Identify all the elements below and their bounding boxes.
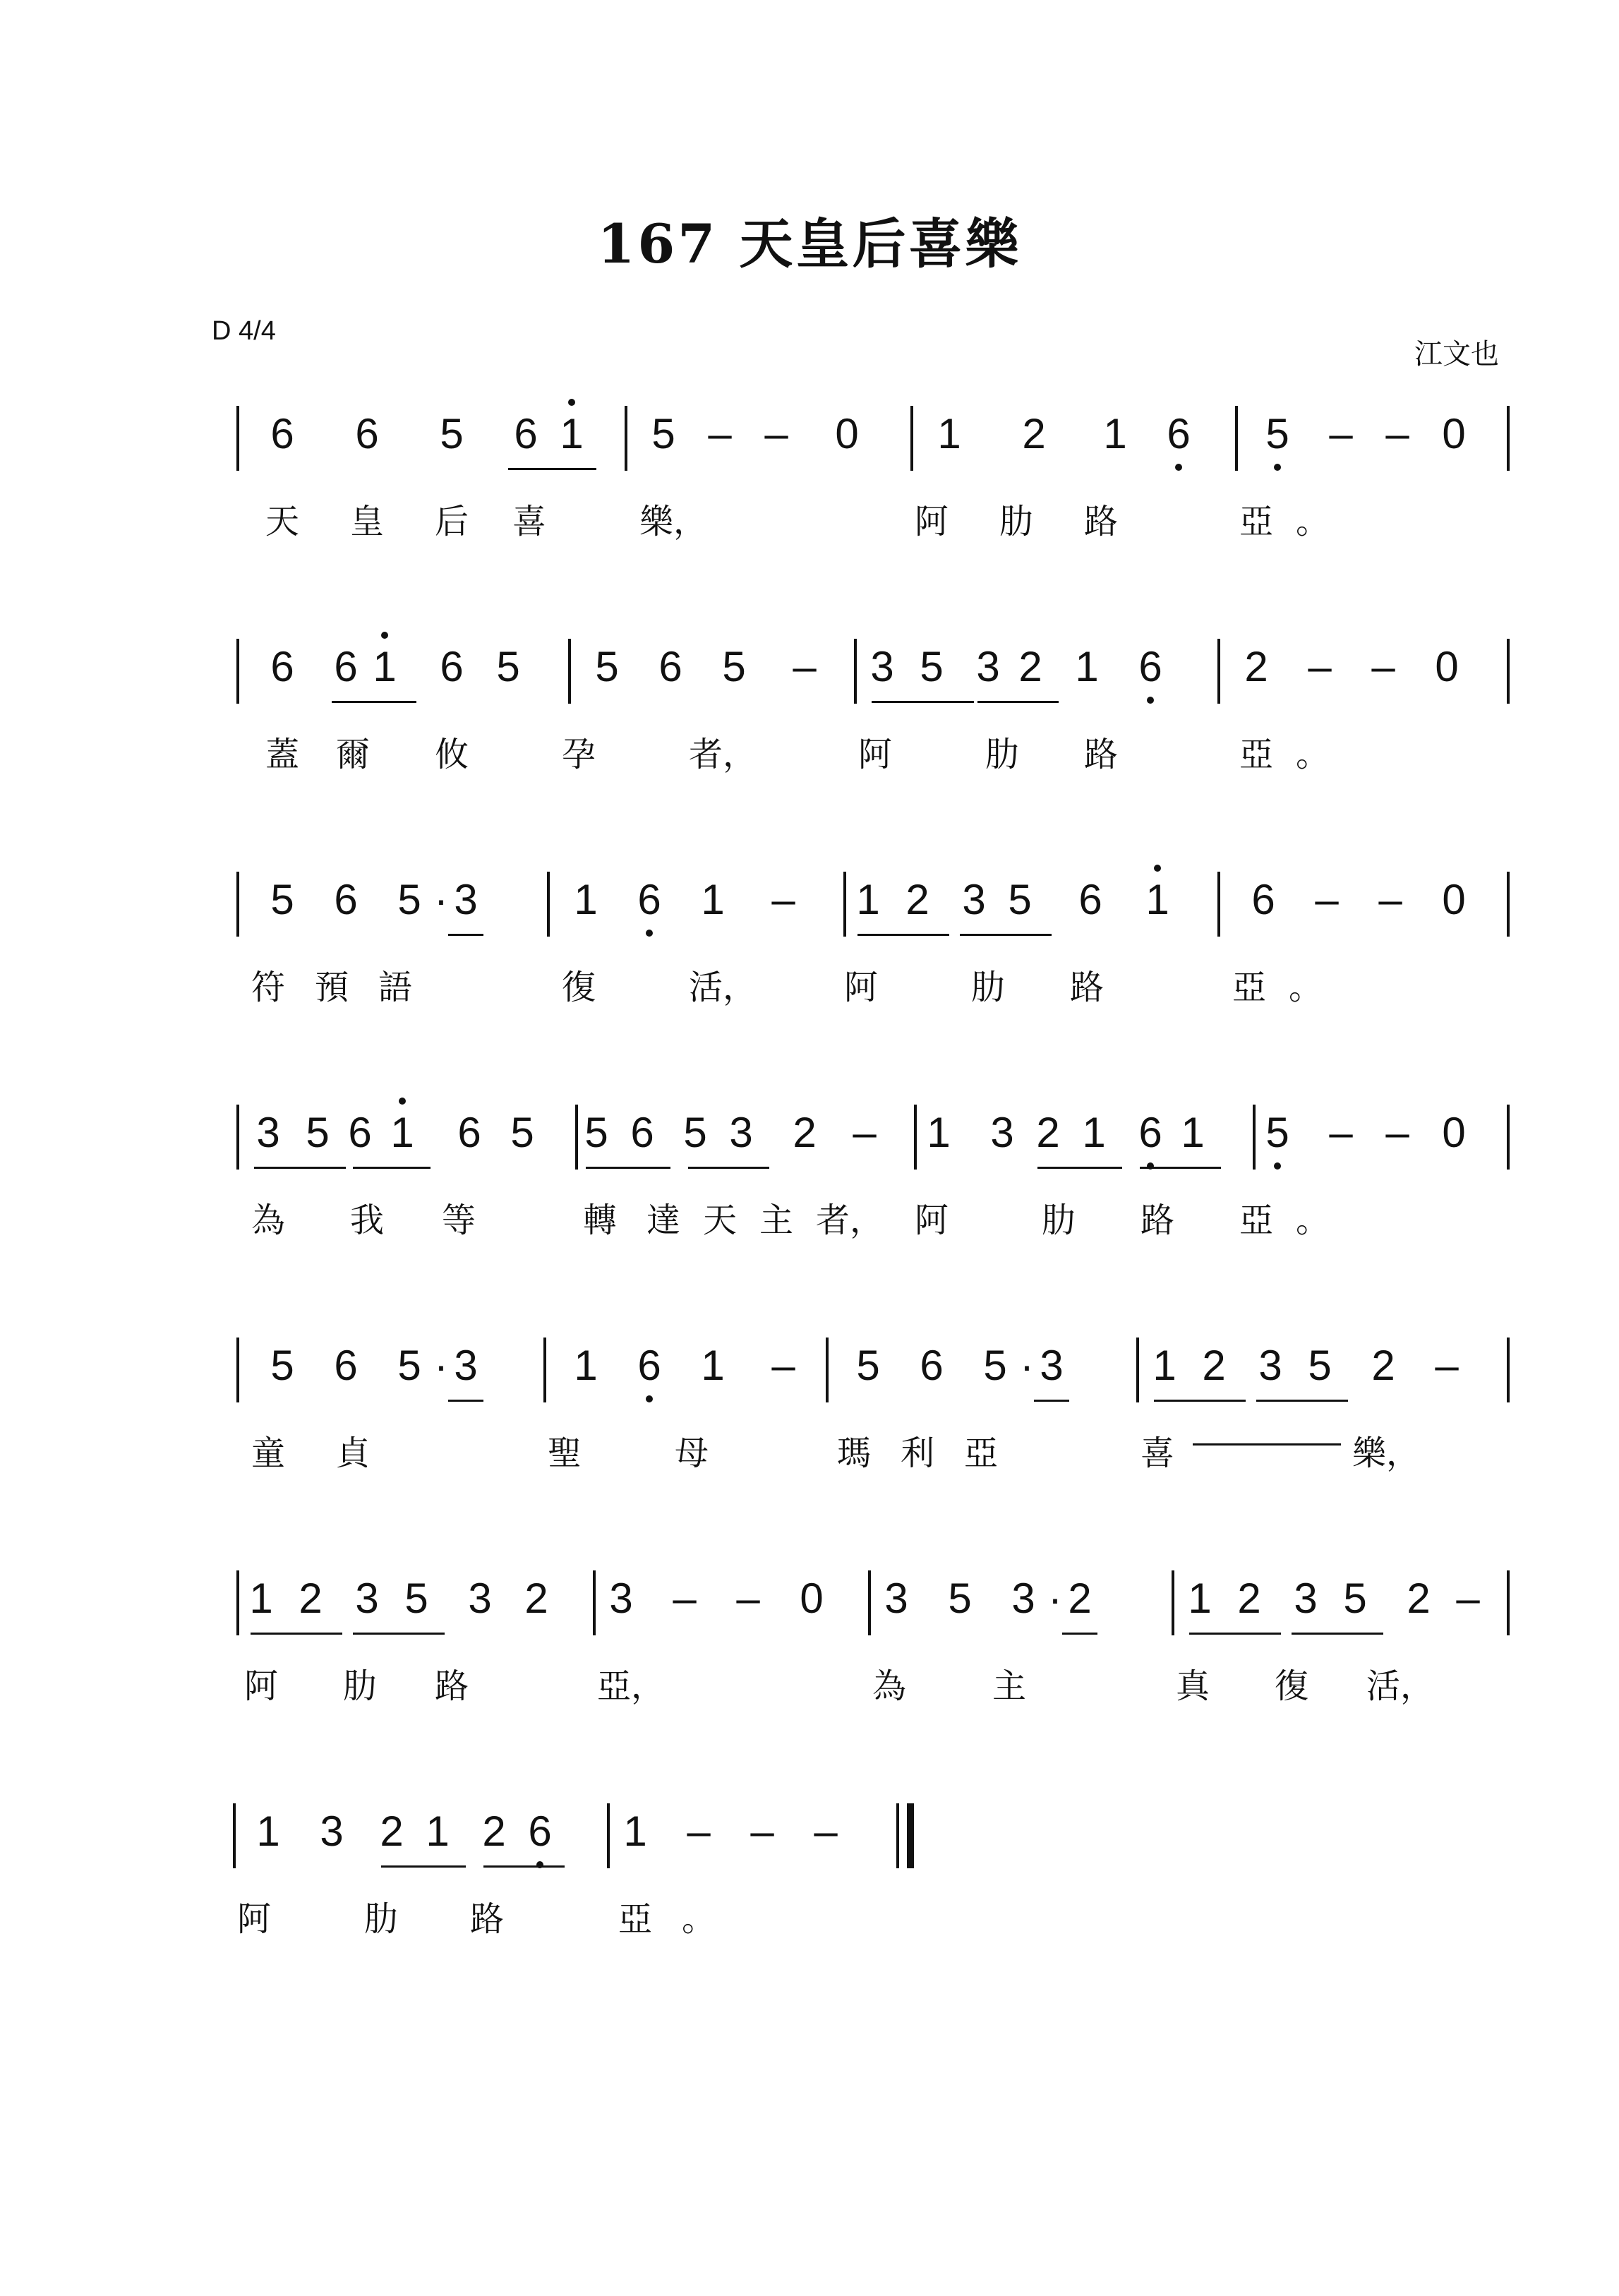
lyric-syllable: 童	[251, 1434, 286, 1473]
lyric-syllable: 。	[1289, 968, 1323, 1007]
note: 5	[651, 410, 675, 457]
note: 5	[404, 1575, 428, 1622]
dot-duration: ·	[434, 876, 448, 923]
lyric-syllable: 阿	[915, 502, 949, 541]
note: 3	[1040, 1342, 1064, 1389]
barline	[547, 872, 550, 937]
note: 5	[595, 643, 619, 690]
barline	[236, 639, 239, 704]
lyric-syllable: 亞，	[597, 1666, 666, 1706]
note: 5	[270, 1342, 294, 1389]
lyric-syllable: 阿	[844, 968, 879, 1007]
dash-note: –	[1385, 410, 1409, 457]
lyric-syllable: 喜	[512, 502, 547, 541]
barline	[868, 1570, 871, 1635]
lyric-syllable: 蓋	[265, 735, 300, 774]
barline	[910, 406, 913, 471]
lyric-syllable: 皇	[350, 502, 385, 541]
beam-underline	[586, 1167, 670, 1169]
note: 6	[334, 876, 358, 923]
dash-note: –	[771, 1342, 795, 1389]
note: 3	[609, 1575, 633, 1622]
note: 6	[1138, 1109, 1162, 1156]
note: 6	[528, 1808, 552, 1855]
note: 2	[1237, 1575, 1261, 1622]
note: 1	[1075, 643, 1099, 690]
eighth-underline	[1034, 1400, 1069, 1402]
beam-underline	[251, 1633, 342, 1635]
beam-underline	[1292, 1633, 1383, 1635]
dash-note: –	[1385, 1109, 1409, 1156]
dash-note: –	[1329, 410, 1353, 457]
note: 3	[976, 643, 1000, 690]
rest-note: 0	[800, 1575, 824, 1622]
note: 2	[793, 1109, 817, 1156]
dash-note: –	[793, 643, 817, 690]
lyric-syllable: 肋	[971, 968, 1006, 1007]
barline	[1507, 1570, 1510, 1635]
lyric-syllable: 符	[251, 968, 286, 1007]
note: 1	[390, 1109, 414, 1156]
rest-note: 0	[1442, 410, 1466, 457]
lyric-syllable: 樂，	[1352, 1434, 1421, 1473]
note: 5	[397, 876, 421, 923]
note: 6	[514, 410, 538, 457]
lower-octave-dot	[1274, 1162, 1281, 1170]
lower-octave-dot	[646, 930, 653, 937]
lyric-syllable: 復	[1275, 1666, 1309, 1706]
note: 2	[1022, 410, 1046, 457]
note: 5	[683, 1109, 707, 1156]
lyric-syllable: 。	[682, 1899, 716, 1939]
barline	[593, 1570, 596, 1635]
lyric-syllable: 貞	[336, 1434, 371, 1473]
barline	[1217, 639, 1220, 704]
lyric-syllable: 等	[442, 1201, 476, 1240]
note: 2	[482, 1808, 506, 1855]
note: 5	[440, 410, 464, 457]
barline	[1235, 406, 1238, 471]
rest-note: 0	[1442, 876, 1466, 923]
upper-octave-dot	[381, 632, 388, 639]
note: 5	[1008, 876, 1032, 923]
barline	[568, 639, 571, 704]
dash-note: –	[853, 1109, 877, 1156]
note: 2	[1036, 1109, 1060, 1156]
note: 2	[1244, 643, 1268, 690]
note: 6	[920, 1342, 944, 1389]
note: 6	[348, 1109, 372, 1156]
upper-octave-dot	[399, 1098, 406, 1105]
lyric-syllable: 。	[1296, 735, 1330, 774]
lyric-syllable: 主	[992, 1666, 1027, 1706]
note: 1	[426, 1808, 450, 1855]
barline	[1507, 1105, 1510, 1170]
lyric-syllable: 者，	[689, 735, 757, 774]
note: 1	[1082, 1109, 1106, 1156]
lower-octave-dot	[646, 1395, 653, 1402]
dot-duration: ·	[1020, 1342, 1034, 1389]
lyric-syllable: 阿	[915, 1201, 949, 1240]
note: 5	[948, 1575, 972, 1622]
key-signature: D 4/4	[212, 316, 276, 346]
barline	[236, 872, 239, 937]
barline	[543, 1338, 546, 1402]
note: 5	[510, 1109, 534, 1156]
note: 3	[454, 876, 478, 923]
note: 1	[937, 410, 961, 457]
score-system-7	[0, 1803, 1619, 1945]
lower-octave-dot	[1147, 697, 1154, 704]
eighth-underline	[448, 934, 483, 936]
note: 1	[1181, 1109, 1205, 1156]
note: 5	[1265, 1109, 1289, 1156]
note: 5	[306, 1109, 330, 1156]
note: 5	[856, 1342, 880, 1389]
lyric-syllable: 路	[1084, 502, 1119, 541]
beam-underline	[977, 701, 1059, 703]
lyric-syllable: 肋	[999, 502, 1034, 541]
dash-note: –	[1456, 1575, 1480, 1622]
note: 6	[637, 876, 661, 923]
eighth-underline	[448, 1400, 483, 1402]
note: 3	[320, 1808, 344, 1855]
note: 6	[1251, 876, 1275, 923]
note: 6	[637, 1342, 661, 1389]
dash-note: –	[750, 1808, 774, 1855]
note: 1	[574, 1342, 598, 1389]
beam-underline	[1037, 1167, 1122, 1169]
dash-note: –	[708, 410, 732, 457]
note: 3	[1258, 1342, 1282, 1389]
note: 3	[884, 1575, 908, 1622]
lyric-syllable: 復	[562, 968, 596, 1007]
note: 5	[722, 643, 746, 690]
beam-underline	[688, 1167, 769, 1169]
note: 6	[1138, 643, 1162, 690]
note: 5	[1265, 410, 1289, 457]
melisma-line	[1193, 1443, 1341, 1445]
dash-note: –	[1308, 643, 1332, 690]
note: 1	[373, 643, 397, 690]
note: 5	[1343, 1575, 1367, 1622]
beam-underline	[1154, 1400, 1246, 1402]
barline	[826, 1338, 829, 1402]
note: 1	[701, 1342, 725, 1389]
note: 2	[1018, 643, 1042, 690]
dash-note: –	[771, 876, 795, 923]
note: 3	[1011, 1575, 1035, 1622]
note: 1	[1103, 410, 1127, 457]
page-title: 167 天皇后喜樂	[597, 212, 1022, 275]
beam-underline	[483, 1865, 565, 1868]
composer: 江文也	[1414, 338, 1499, 371]
final-barline-thick	[907, 1803, 914, 1868]
lower-octave-dot	[1274, 464, 1281, 471]
barline	[1507, 872, 1510, 937]
lyric-syllable: 主	[759, 1201, 794, 1240]
note: 6	[457, 1109, 481, 1156]
beam-underline	[254, 1167, 346, 1169]
lyric-syllable: 亞	[618, 1899, 653, 1939]
rest-note: 0	[1442, 1109, 1466, 1156]
note: 1	[249, 1575, 273, 1622]
note: 1	[927, 1109, 951, 1156]
dash-note: –	[1378, 876, 1402, 923]
dash-note: –	[764, 410, 788, 457]
note: 5	[584, 1109, 608, 1156]
dash-note: –	[814, 1808, 838, 1855]
note: 6	[1078, 876, 1102, 923]
note: 2	[299, 1575, 323, 1622]
score-system-5	[0, 1338, 1619, 1479]
note: 3	[468, 1575, 492, 1622]
dash-note: –	[1435, 1342, 1459, 1389]
lyric-syllable: 路	[435, 1666, 469, 1706]
note: 3	[1294, 1575, 1318, 1622]
note: 5	[1308, 1342, 1332, 1389]
dash-note: –	[1371, 643, 1395, 690]
barline	[1217, 872, 1220, 937]
note: 6	[270, 410, 294, 457]
note: 1	[1152, 1342, 1176, 1389]
beam-underline	[960, 934, 1052, 936]
note: 6	[355, 410, 379, 457]
lyric-syllable: 孕	[562, 735, 596, 774]
note: 2	[1407, 1575, 1431, 1622]
note: 1	[1188, 1575, 1212, 1622]
note: 1	[701, 876, 725, 923]
lyric-syllable: 亞	[964, 1434, 999, 1473]
note: 3	[870, 643, 894, 690]
note: 1	[560, 410, 584, 457]
score-system-6	[0, 1570, 1619, 1712]
dot-duration: ·	[434, 1342, 448, 1389]
rest-note: 0	[835, 410, 859, 457]
lyric-syllable: 肋	[985, 735, 1020, 774]
score-system-2	[0, 639, 1619, 780]
dash-note: –	[736, 1575, 760, 1622]
note: 3	[454, 1342, 478, 1389]
note: 1	[256, 1808, 280, 1855]
note: 6	[334, 1342, 358, 1389]
note: 3	[962, 876, 986, 923]
barline	[1507, 1338, 1510, 1402]
note: 5	[983, 1342, 1007, 1389]
lyric-syllable: 路	[1070, 968, 1105, 1007]
note: 3	[256, 1109, 280, 1156]
beam-underline	[1256, 1400, 1348, 1402]
note: 2	[380, 1808, 404, 1855]
beam-underline	[381, 1865, 466, 1868]
barline	[236, 1338, 239, 1402]
lyric-syllable: 預	[315, 968, 349, 1007]
lyric-syllable: 亞	[1239, 502, 1274, 541]
note: 6	[1167, 410, 1191, 457]
lyric-syllable: 亞	[1239, 735, 1274, 774]
note: 1	[574, 876, 598, 923]
score-system-1	[0, 406, 1619, 547]
dash-note: –	[1315, 876, 1339, 923]
note: 5	[920, 643, 944, 690]
beam-underline	[1140, 1167, 1221, 1169]
lyric-syllable: 瑪	[837, 1434, 872, 1473]
note: 2	[1068, 1575, 1092, 1622]
lyric-syllable: 者，	[816, 1201, 884, 1240]
beam-underline	[857, 934, 949, 936]
note: 3	[355, 1575, 379, 1622]
beam-underline	[353, 1167, 431, 1169]
lyric-syllable: 母	[675, 1434, 709, 1473]
lyric-syllable: 爾	[336, 735, 371, 774]
lyric-syllable: 喜	[1140, 1434, 1175, 1473]
lyric-syllable: 聖	[548, 1434, 582, 1473]
note: 5	[496, 643, 520, 690]
note: 2	[905, 876, 929, 923]
note: 6	[630, 1109, 654, 1156]
beam-underline	[353, 1633, 445, 1635]
barline	[1507, 639, 1510, 704]
lyric-syllable: 肋	[1042, 1201, 1076, 1240]
lyric-syllable: 活，	[689, 968, 757, 1007]
dash-note: –	[687, 1808, 711, 1855]
lyric-syllable: 語	[378, 968, 413, 1007]
barline	[854, 639, 857, 704]
barline	[236, 406, 239, 471]
barline	[1136, 1338, 1139, 1402]
note: 5	[397, 1342, 421, 1389]
lyric-syllable: 真	[1176, 1666, 1210, 1706]
lyric-syllable: 轉	[583, 1201, 618, 1240]
beam-underline	[332, 701, 416, 703]
lyric-syllable: 阿	[237, 1899, 272, 1939]
upper-octave-dot	[1154, 865, 1161, 872]
score-system-4	[0, 1105, 1619, 1246]
lyric-syllable: 亞	[1239, 1201, 1274, 1240]
lyric-syllable: 肋	[343, 1666, 378, 1706]
note: 2	[1371, 1342, 1395, 1389]
note: 6	[334, 643, 358, 690]
lyric-syllable: 。	[1296, 1201, 1330, 1240]
lyric-syllable: 肋	[364, 1899, 399, 1939]
score-system-3	[0, 872, 1619, 1013]
lyric-syllable: 。	[1296, 502, 1330, 541]
eighth-underline	[1062, 1633, 1097, 1635]
dot-duration: ·	[1048, 1575, 1062, 1622]
note: 1	[1145, 876, 1169, 923]
barline	[1172, 1570, 1174, 1635]
lyric-syllable: 阿	[858, 735, 893, 774]
upper-octave-dot	[568, 399, 575, 406]
barline	[236, 1105, 239, 1170]
note: 1	[623, 1808, 647, 1855]
lyric-syllable: 活，	[1366, 1666, 1435, 1706]
dash-note: –	[673, 1575, 697, 1622]
lyric-syllable: 為	[251, 1201, 286, 1240]
lyric-syllable: 路	[470, 1899, 505, 1939]
barline	[607, 1803, 610, 1868]
note: 6	[440, 643, 464, 690]
note: 3	[990, 1109, 1014, 1156]
note: 6	[270, 643, 294, 690]
lyric-syllable: 路	[1084, 735, 1119, 774]
note: 2	[1202, 1342, 1226, 1389]
rest-note: 0	[1435, 643, 1459, 690]
lyric-syllable: 亞	[1232, 968, 1267, 1007]
note: 6	[658, 643, 682, 690]
lyric-syllable: 阿	[244, 1666, 279, 1706]
lyric-syllable: 路	[1140, 1201, 1175, 1240]
note: 3	[729, 1109, 753, 1156]
lyric-syllable: 達	[646, 1201, 681, 1240]
beam-underline	[872, 701, 974, 703]
lyric-syllable: 我	[350, 1201, 385, 1240]
beam-underline	[1189, 1633, 1281, 1635]
beam-underline	[508, 468, 596, 470]
final-barline-thin	[896, 1803, 899, 1868]
barline	[233, 1803, 236, 1868]
lyric-syllable: 為	[872, 1666, 907, 1706]
lyric-syllable: 天	[703, 1201, 738, 1240]
lyric-syllable: 利	[901, 1434, 935, 1473]
lyric-syllable: 天	[265, 502, 300, 541]
lower-octave-dot	[1175, 464, 1182, 471]
lyric-syllable: 后	[435, 502, 469, 541]
note: 2	[524, 1575, 548, 1622]
barline	[1507, 406, 1510, 471]
note: 1	[856, 876, 880, 923]
barline	[625, 406, 627, 471]
dash-note: –	[1329, 1109, 1353, 1156]
lyric-syllable: 攸	[435, 735, 469, 774]
note: 5	[270, 876, 294, 923]
lyric-syllable: 樂，	[639, 502, 708, 541]
